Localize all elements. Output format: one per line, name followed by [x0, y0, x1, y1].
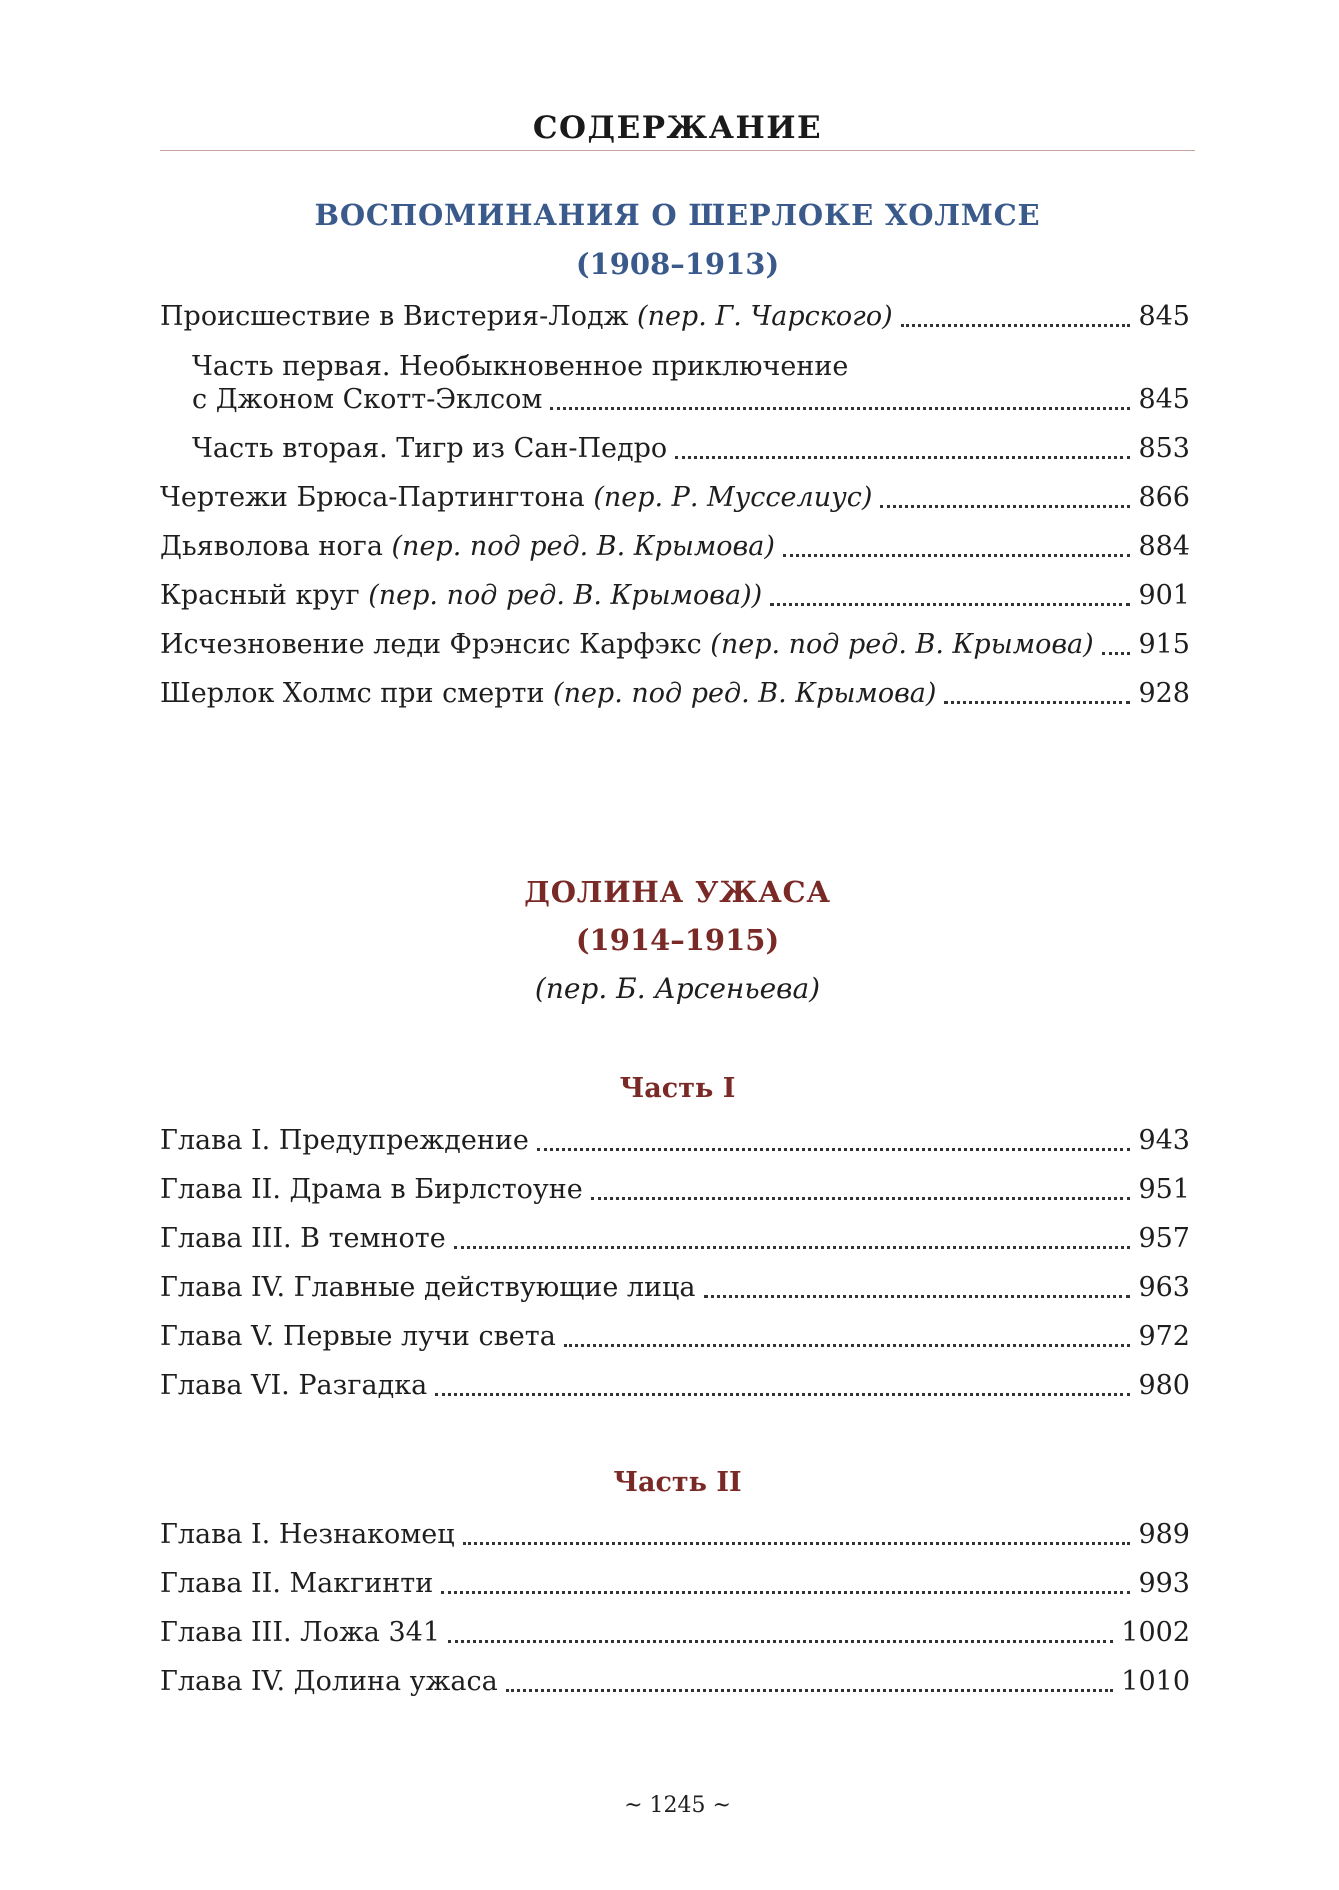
toc-entry[interactable] — [160, 1268, 1190, 1308]
toc-entry-title: с Джоном Скотт-Эклсом — [192, 384, 543, 415]
dot-leader — [448, 1640, 1113, 1643]
toc-entry[interactable] — [160, 625, 1190, 665]
toc-entry-translator: (пер. под ред. В. Крымова) — [391, 531, 775, 562]
dot-leader — [454, 1246, 1131, 1249]
toc-entry-page: 980 — [1138, 1370, 1190, 1401]
toc-entry[interactable] — [160, 1317, 1190, 1357]
toc-entry-translator: (пер. под ред. В. Крымова) — [553, 678, 937, 709]
dot-leader — [783, 554, 1131, 557]
toc-entry-page: 963 — [1138, 1272, 1190, 1303]
toc-entry[interactable] — [160, 1219, 1190, 1259]
toc-entry-translator: (пер. под ред. В. Крымова)) — [368, 580, 763, 611]
toc-entry-page: 1010 — [1121, 1666, 1190, 1697]
toc-entry[interactable] — [160, 1662, 1190, 1702]
toc-entry[interactable] — [160, 1121, 1190, 1161]
toc-entry[interactable] — [160, 1170, 1190, 1210]
toc-entry[interactable] — [160, 297, 1190, 337]
toc-entry-title: Глава V. Первые лучи света — [160, 1321, 556, 1352]
toc-entry-translator: (пер. Р. Мусселиус) — [593, 482, 873, 513]
toc-entry-page: 845 — [1138, 384, 1190, 415]
dot-leader — [675, 456, 1130, 459]
dot-leader — [506, 1689, 1114, 1692]
dot-leader — [901, 324, 1131, 327]
toc-entry-page: 845 — [1138, 301, 1190, 332]
toc-entry-title: Глава I. Незнакомец — [160, 1519, 455, 1550]
toc-entry-title: Дьяволова нога — [160, 531, 392, 562]
toc-entry[interactable] — [160, 1564, 1190, 1604]
toc-entry-page: 928 — [1138, 678, 1190, 709]
toc-entry-page: 915 — [1138, 629, 1190, 660]
page-number: ~ 1245 ~ — [624, 1793, 731, 1818]
toc-entry-title-line1: Часть первая. Необыкновенное приключение — [192, 351, 849, 382]
toc-entry[interactable] — [160, 1515, 1190, 1555]
toc-entry-title: Глава IV. Главные действующие лица — [160, 1272, 696, 1303]
dot-leader — [463, 1542, 1131, 1545]
toc-entry-page: 1002 — [1121, 1617, 1190, 1648]
toc-entry-page: 957 — [1138, 1223, 1190, 1254]
dot-leader — [591, 1197, 1131, 1200]
toc-entry[interactable] — [160, 527, 1190, 567]
toc-entry[interactable] — [160, 674, 1190, 714]
toc-entry-page: 993 — [1138, 1568, 1190, 1599]
toc-entry-page: 901 — [1138, 580, 1190, 611]
toc-entry[interactable] — [160, 478, 1190, 518]
toc-entry-page: 866 — [1138, 482, 1190, 513]
dot-leader — [564, 1344, 1131, 1347]
dot-leader — [704, 1295, 1131, 1298]
dot-leader — [435, 1393, 1130, 1396]
toc-entry-page: 943 — [1138, 1125, 1190, 1156]
title-rule — [160, 150, 1195, 151]
toc-entry-title: Красный круг — [160, 580, 369, 611]
dot-leader — [441, 1591, 1130, 1594]
toc-entry[interactable] — [160, 1366, 1190, 1406]
toc-entry-title: Глава IV. Долина ужаса — [160, 1666, 498, 1697]
dot-leader — [1102, 652, 1131, 655]
section2-years: (1914–1915) — [575, 923, 780, 957]
dot-leader — [537, 1148, 1131, 1151]
section1-title: ВОСПОМИНАНИЯ О ШЕРЛОКЕ ХОЛМСЕ — [314, 198, 1041, 232]
toc-entry-title: Глава II. Макгинти — [160, 1568, 434, 1599]
section2-translator: (пер. Б. Арсеньева) — [534, 972, 821, 1005]
section1-years: (1908–1913) — [575, 247, 780, 281]
section2-title: ДОЛИНА УЖАСА — [524, 875, 831, 909]
toc-entry-translator: (пер. Г. Чарского) — [637, 301, 893, 332]
toc-entry-title: Шерлок Холмс при смерти — [160, 678, 554, 709]
dot-leader — [880, 505, 1130, 508]
dot-leader — [770, 603, 1130, 606]
toc-entry-title: Чертежи Брюса-Партингтона — [160, 482, 594, 513]
part1-title: Часть I — [619, 1073, 736, 1104]
toc-entry[interactable] — [192, 380, 1190, 420]
toc-entry-title: Глава II. Драма в Бирлстоуне — [160, 1174, 583, 1205]
toc-entry-page: 951 — [1138, 1174, 1190, 1205]
toc-entry-title: Глава III. Ложа 341 — [160, 1617, 441, 1648]
toc-entry[interactable] — [160, 1613, 1190, 1653]
toc-entry-title: Глава I. Предупреждение — [160, 1125, 529, 1156]
toc-entry-page: 884 — [1138, 531, 1190, 562]
toc-entry-translator: (пер. под ред. В. Крымова) — [710, 629, 1094, 660]
dot-leader — [944, 701, 1130, 704]
toc-entry-title: Глава VI. Разгадка — [160, 1370, 428, 1401]
toc-entry-title: Глава III. В темноте — [160, 1223, 446, 1254]
page-title: СОДЕРЖАНИЕ — [532, 110, 823, 146]
toc-entry[interactable] — [160, 576, 1190, 616]
toc-entry-page: 853 — [1138, 433, 1190, 464]
dot-leader — [550, 407, 1130, 410]
toc-entry[interactable] — [192, 429, 1190, 469]
toc-entry-page: 972 — [1138, 1321, 1190, 1352]
toc-entry-title: Часть вторая. Тигр из Сан-Педро — [192, 433, 668, 464]
toc-entry-page: 989 — [1138, 1519, 1190, 1550]
toc-entry-title: Исчезновение леди Фрэнсис Карфэкс — [160, 629, 711, 660]
part2-title: Часть II — [613, 1467, 742, 1498]
toc-entry-title: Происшествие в Вистерия-Лодж — [160, 301, 638, 332]
